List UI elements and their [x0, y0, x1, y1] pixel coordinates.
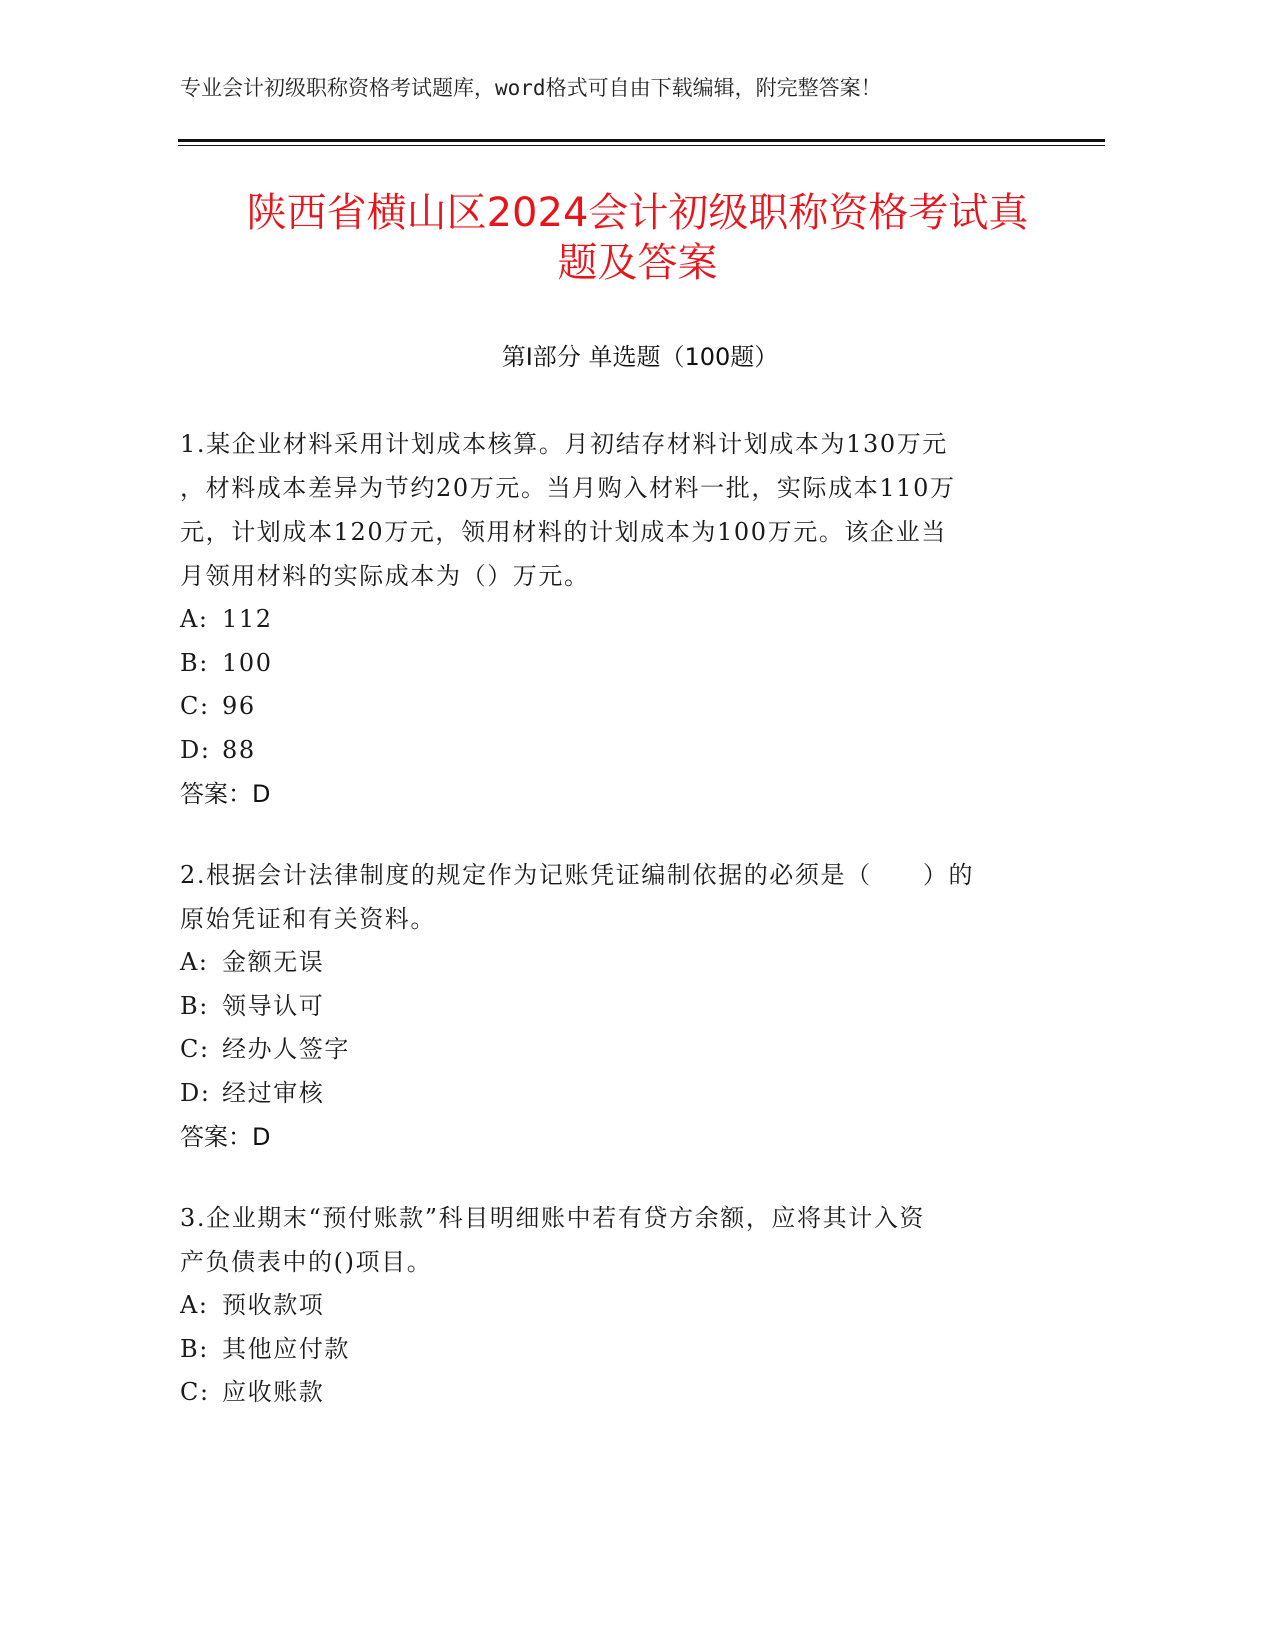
option-letter: A: [180, 605, 209, 633]
option-text: 88 [222, 735, 256, 764]
question-stem [180, 1196, 1040, 1284]
option-text: 112 [222, 605, 273, 633]
option-letter: A: [180, 1291, 209, 1319]
option-letter: D: [180, 735, 211, 764]
option-text: 金额无误 [222, 948, 325, 976]
option-text: 96 [222, 692, 256, 720]
stem-line: 产负债表中的()项目。 [180, 1248, 433, 1276]
question-3 [180, 1196, 1040, 1415]
header-rule-thick [178, 139, 1105, 142]
stem-line: 月领用材料的实际成本为（）万元。 [180, 562, 590, 590]
option-b [180, 985, 1040, 1029]
stem-line: 1.某企业材料采用计划成本核算。月初结存材料计划成本为130万元 [180, 430, 948, 458]
document-title [170, 188, 1105, 288]
option-letter: B: [180, 991, 209, 1020]
answer-line: 答案：D [180, 1123, 271, 1151]
option-text: 应收账款 [222, 1378, 325, 1406]
option-a [180, 941, 1040, 985]
option-letter: B: [180, 1334, 209, 1363]
option-b [180, 1328, 1040, 1372]
option-d [180, 729, 1040, 773]
question-2 [180, 853, 1040, 1159]
document-title-line-1: 陕西省横山区2024会计初级职称资格考试真 [246, 190, 1029, 236]
option-c [180, 1028, 1040, 1072]
option-a [180, 1284, 1040, 1328]
stem-line: ，材料成本差异为节约20万元。当月购入材料一批，实际成本110万 [180, 474, 956, 502]
option-text: 预收款项 [222, 1291, 325, 1319]
option-letter: B: [180, 648, 209, 677]
page-header-note: 专业会计初级职称资格考试题库，word格式可自由下载编辑，附完整答案！ [180, 76, 882, 100]
option-letter: C: [180, 1035, 210, 1063]
option-text: 其他应付款 [222, 1334, 350, 1363]
option-letter: A: [180, 948, 209, 976]
option-b [180, 642, 1040, 686]
answer-line: 答案：D [180, 780, 271, 808]
option-letter: C: [180, 692, 210, 720]
document-title-line-2: 题及答案 [557, 240, 718, 286]
option-d [180, 1072, 1040, 1116]
question-stem [180, 422, 1040, 598]
option-c [180, 685, 1040, 729]
option-text: 领导认可 [222, 991, 325, 1020]
option-c [180, 1371, 1040, 1415]
option-letter: C: [180, 1378, 210, 1406]
stem-line: 元，计划成本120万元，领用材料的计划成本为100万元。该企业当 [180, 518, 947, 546]
option-letter: D: [180, 1078, 211, 1107]
stem-line: 原始凭证和有关资料。 [180, 905, 436, 933]
question-list [180, 422, 1040, 1452]
stem-line: 3.企业期末“预付账款”科目明细账中若有贷方余额，应将其计入资 [180, 1204, 926, 1232]
section-heading: 第Ⅰ部分 单选题（100题） [501, 343, 779, 371]
stem-line: 2.根据会计法律制度的规定作为记账凭证编制依据的必须是（ ）的 [180, 861, 975, 889]
option-text: 100 [222, 648, 273, 677]
option-a [180, 598, 1040, 642]
header-rule-thin [178, 145, 1105, 146]
question-1 [180, 422, 1040, 816]
option-text: 经过审核 [222, 1078, 325, 1107]
question-stem [180, 853, 1040, 941]
option-text: 经办人签字 [222, 1035, 350, 1063]
